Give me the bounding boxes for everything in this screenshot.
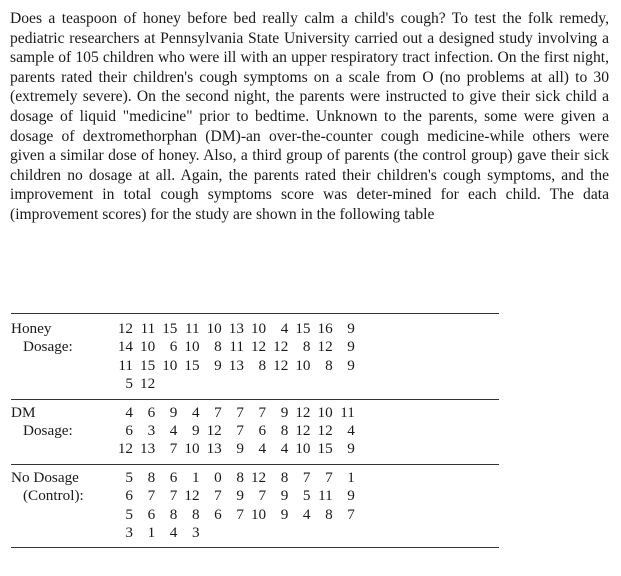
score-cell: 11 xyxy=(140,320,156,337)
score-cell: 14 xyxy=(117,338,133,356)
score-cell: 15 xyxy=(184,356,200,374)
score-cell: 11 xyxy=(318,487,333,505)
score-cell: 7 xyxy=(347,505,355,523)
table-top-rule xyxy=(11,313,499,314)
score-cell: 9 xyxy=(347,487,355,505)
score-cell: 12 xyxy=(117,440,133,458)
score-cell: 9 xyxy=(236,440,244,458)
score-cell: 8 xyxy=(191,505,200,523)
score-cell: 12 xyxy=(295,422,311,440)
score-cell: 10 xyxy=(140,338,156,356)
score-cell: 10 xyxy=(184,338,200,356)
group-label-blank xyxy=(11,524,112,542)
score-cell: 11 xyxy=(229,338,244,356)
score-cell: 1 xyxy=(191,468,200,486)
dm-group xyxy=(11,404,355,459)
score-cell: 6 xyxy=(169,338,178,356)
score-cell: 12 xyxy=(250,468,267,486)
table-row xyxy=(11,375,355,393)
table-row xyxy=(11,487,355,505)
score-cell: 3 xyxy=(147,422,156,440)
score-cell: 7 xyxy=(214,403,222,421)
score-cell: 10 xyxy=(184,440,200,458)
score-cell: 9 xyxy=(169,403,178,421)
score-cell: 8 xyxy=(258,356,267,374)
score-cell: 13 xyxy=(228,356,244,374)
table-row xyxy=(11,422,355,440)
score-cell: 5 xyxy=(302,487,311,505)
score-cell: 16 xyxy=(317,320,333,337)
score-cell: 8 xyxy=(325,356,333,374)
score-cell: 7 xyxy=(236,403,244,421)
score-cell: 9 xyxy=(347,356,355,374)
score-cell: 15 xyxy=(295,320,311,337)
score-cell: 8 xyxy=(236,468,244,486)
score-cell: 5 xyxy=(125,505,133,523)
score-cell: 7 xyxy=(147,487,156,505)
score-cell: 6 xyxy=(258,422,267,440)
table-bottom-rule xyxy=(11,547,499,548)
score-cell: 8 xyxy=(325,505,333,523)
score-cell: 10 xyxy=(295,440,311,458)
score-cell: 4 xyxy=(347,422,355,440)
score-cell: 9 xyxy=(236,487,244,505)
score-cell: 7 xyxy=(302,468,311,486)
score-cell: 12 xyxy=(295,403,311,421)
score-cell: 12 xyxy=(140,375,156,393)
score-cell: 8 xyxy=(280,422,289,440)
score-cell: 12 xyxy=(250,338,267,356)
group-label-blank xyxy=(11,357,112,375)
score-cell: 15 xyxy=(162,320,178,337)
score-cell: 4 xyxy=(302,505,311,523)
score-cell: 8 xyxy=(214,338,222,356)
no-dosage-group-body xyxy=(11,469,355,543)
table-row xyxy=(11,357,355,375)
score-cell: 3 xyxy=(191,524,200,542)
score-cell: 12 xyxy=(317,338,333,356)
score-cell: 9 xyxy=(347,338,355,356)
group-label-blank xyxy=(11,506,112,524)
score-cell: 7 xyxy=(169,440,178,458)
score-cell: 9 xyxy=(347,440,355,458)
score-cell: 4 xyxy=(280,440,289,458)
no-dosage-group xyxy=(11,469,355,543)
score-cell: 9 xyxy=(214,356,222,374)
score-cell: 8 xyxy=(147,468,156,486)
score-cell: 7 xyxy=(236,505,244,523)
score-cell: 13 xyxy=(206,440,222,458)
group-label-blank xyxy=(11,440,112,458)
table-row xyxy=(11,440,355,458)
score-cell: 6 xyxy=(125,487,133,505)
dm-group-body xyxy=(11,404,355,459)
score-cell: 13 xyxy=(140,440,156,458)
score-cell: 12 xyxy=(273,356,289,374)
score-cell: 9 xyxy=(280,505,289,523)
honey-group xyxy=(11,320,355,394)
score-cell: 12 xyxy=(184,487,200,505)
score-cell: 10 xyxy=(250,320,267,337)
group-label: Honey xyxy=(11,320,52,337)
score-cell: 10 xyxy=(295,356,311,374)
group-label-sub: (Control): xyxy=(23,487,84,505)
score-cell: 6 xyxy=(147,403,156,421)
score-cell: 12 xyxy=(273,338,289,356)
score-cell: 12 xyxy=(317,422,333,440)
score-cell: 7 xyxy=(214,487,222,505)
score-cell: 11 xyxy=(118,356,133,374)
score-cell: 7 xyxy=(325,468,333,486)
honey-group-body xyxy=(11,320,355,394)
table-row xyxy=(11,338,355,356)
score-cell: 1 xyxy=(347,468,355,486)
score-cell: 4 xyxy=(169,524,178,542)
score-cell: 3 xyxy=(125,524,133,542)
group-label: DM xyxy=(11,403,36,421)
score-cell: 9 xyxy=(347,320,355,337)
score-cell: 10 xyxy=(162,356,178,374)
group-label-sub: Dosage: xyxy=(23,422,73,440)
score-cell: 11 xyxy=(184,320,200,337)
score-cell: 7 xyxy=(169,487,178,505)
improvement-scores-table xyxy=(11,313,499,548)
score-cell: 4 xyxy=(280,320,289,337)
table-row xyxy=(11,404,355,422)
score-cell: 12 xyxy=(206,422,222,440)
score-cell: 5 xyxy=(125,468,133,486)
score-cell: 15 xyxy=(317,440,333,458)
group-label: No Dosage xyxy=(11,468,79,486)
table-divider-1 xyxy=(11,399,499,400)
table-row xyxy=(11,524,355,542)
score-cell: 6 xyxy=(214,505,222,523)
score-cell: 4 xyxy=(258,440,267,458)
score-cell: 8 xyxy=(302,338,311,356)
score-cell: 4 xyxy=(169,422,178,440)
problem-passage: Does a teaspoon of honey before bed really calm a child's cough? To test the folk remedy, pediatric researchers at Pennsylvania State University carried out a designed study involving a sample of 105 children who were ill with an upper respiratory tract infection. On the first night, parents rated their children's cough symptoms on a scale from O (no problems at all) to 30 (extremely severe). On the second night, the parents were instructed to give their sick child a dosage of liquid "medicine" prior to bedtime. Unknown to the parents, some were given a dosage of dextromethorphan (DM)-an over-the-counter cough medicine-while others were given a similar dose of honey. Also, a third group of parents (the control group) gave their sick children no dosage at all. Again, the parents rated their children's cough symptoms, and the improvement in total cough symptoms score was deter-mined for each child. The data (improvement scores) for the study are shown in the following table xyxy=(10,10,609,223)
score-cell: 1 xyxy=(147,524,156,542)
score-cell: 10 xyxy=(317,403,333,421)
group-label-sub: Dosage: xyxy=(23,338,73,356)
score-cell: 8 xyxy=(280,468,289,486)
table-row xyxy=(11,469,355,487)
table-row xyxy=(11,320,355,338)
group-label-blank xyxy=(11,375,112,393)
score-cell: 12 xyxy=(117,320,133,337)
score-cell: 0 xyxy=(214,468,222,486)
score-cell: 4 xyxy=(191,403,200,421)
score-cell: 8 xyxy=(169,505,178,523)
score-cell: 6 xyxy=(125,422,133,440)
score-cell: 4 xyxy=(125,403,133,421)
score-cell: 9 xyxy=(191,422,200,440)
score-cell: 10 xyxy=(206,320,222,337)
score-cell: 6 xyxy=(169,468,178,486)
score-cell: 7 xyxy=(258,403,267,421)
score-cell: 5 xyxy=(125,375,133,393)
score-cell: 11 xyxy=(340,403,355,421)
score-cell: 9 xyxy=(280,487,289,505)
score-cell: 10 xyxy=(250,505,267,523)
score-cell: 7 xyxy=(258,487,267,505)
score-cell: 13 xyxy=(228,320,244,337)
table-divider-2 xyxy=(11,464,499,465)
score-cell: 6 xyxy=(147,505,156,523)
table-row xyxy=(11,506,355,524)
score-cell: 7 xyxy=(236,422,244,440)
score-cell: 15 xyxy=(140,356,156,374)
score-cell: 9 xyxy=(280,403,289,421)
